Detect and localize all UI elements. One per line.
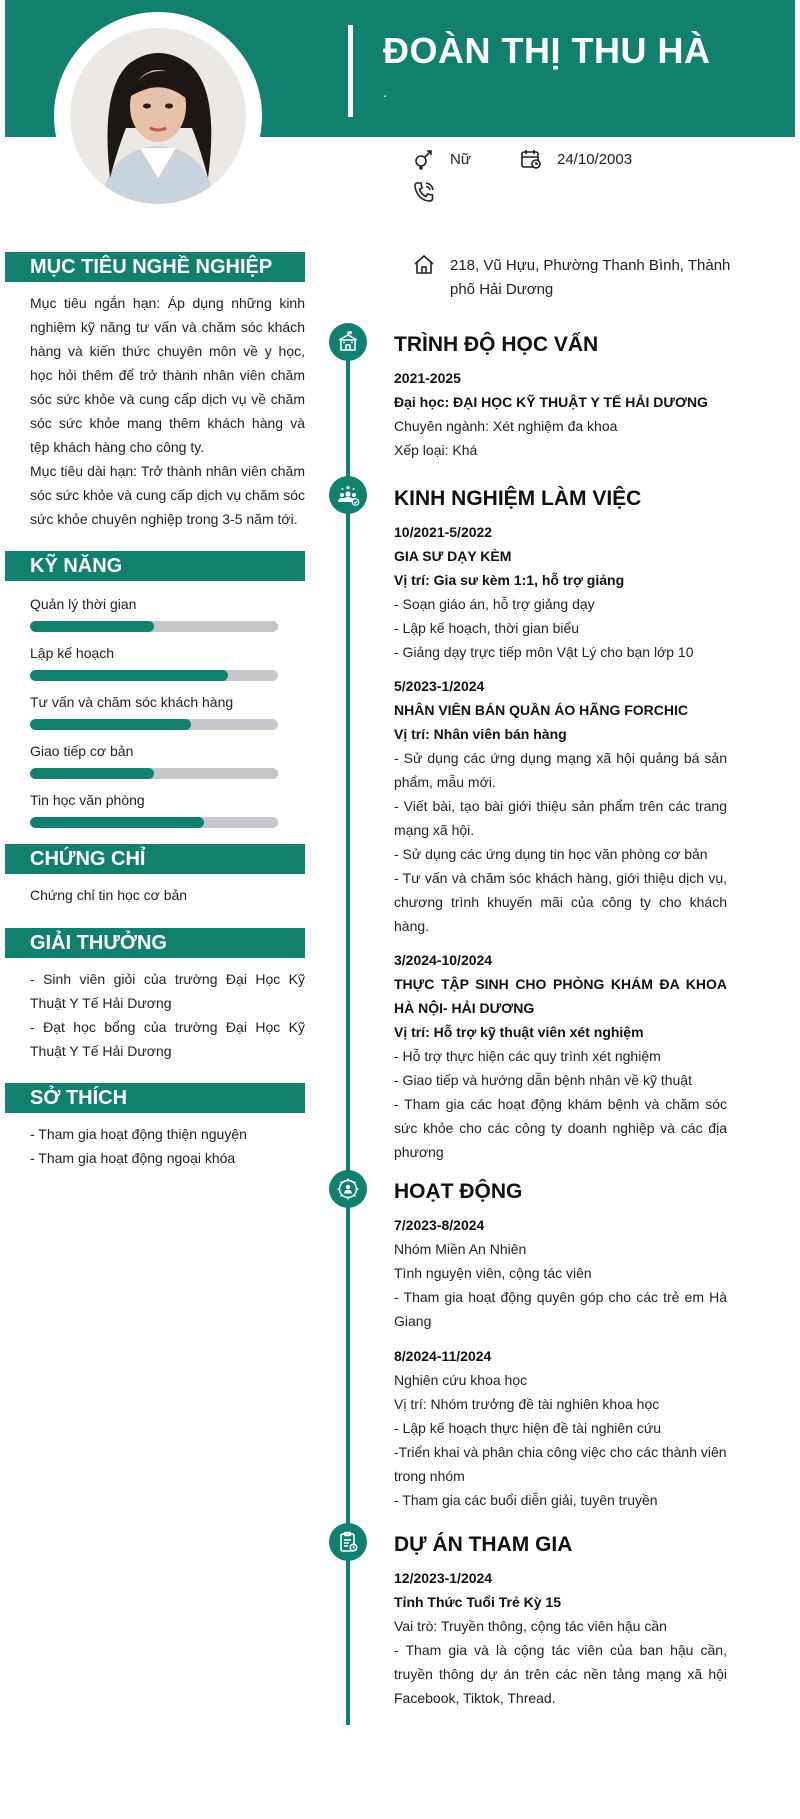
skill-bar-track xyxy=(30,817,278,828)
activity-period: 8/2024-11/2024 xyxy=(394,1348,492,1364)
job-task: - Hỗ trợ thực hiện các quy trình xét nghiệm xyxy=(394,1048,661,1064)
experience-title: KINH NGHIỆM LÀM VIỆC xyxy=(394,487,642,510)
job-position: Vị trí: Gia sư kèm 1:1, hỗ trợ giảng xyxy=(394,572,625,588)
job-block xyxy=(394,674,727,938)
candidate-subtitle: . xyxy=(383,84,387,100)
skill-item xyxy=(30,789,278,828)
phone-row xyxy=(412,180,450,204)
job-task: - Tham gia các hoạt động khám bệnh và chăm sóc sức khỏe cho các công ty doanh nghiệp và các địa phương xyxy=(394,1096,727,1160)
job-task: - Sử dụng các ứng dụng tin học văn phòng cơ bản xyxy=(394,846,708,862)
gender-row xyxy=(412,147,471,171)
certificates-title: CHỨNG CHỈ xyxy=(5,844,305,874)
skill-item xyxy=(30,740,278,779)
candidate-name: ĐOÀN THỊ THU HÀ xyxy=(383,30,711,71)
job-task: - Giảng dạy trực tiếp môn Vật Lý cho bạn lớp 10 xyxy=(394,644,694,660)
awards-title: GIẢI THƯỞNG xyxy=(5,928,305,958)
hobbies-title: SỞ THÍCH xyxy=(5,1083,305,1113)
skills-title: KỸ NĂNG xyxy=(5,551,305,581)
activity-task: - Tham gia hoạt động quyên góp cho các trẻ em Hà Giang xyxy=(394,1289,727,1329)
activities-title: HOẠT ĐỘNG xyxy=(394,1180,523,1203)
objective-title: MỤC TIÊU NGHỀ NGHIỆP xyxy=(5,252,305,282)
projects-title: DỰ ÁN THAM GIA xyxy=(394,1533,573,1556)
job-period: 5/2023-1/2024 xyxy=(394,678,485,694)
job-block xyxy=(394,520,727,664)
education-title: TRÌNH ĐỘ HỌC VẤN xyxy=(394,333,599,356)
activity-block xyxy=(394,1213,727,1333)
skill-bar-fill xyxy=(30,768,154,779)
job-period: 10/2021-5/2022 xyxy=(394,524,493,540)
skill-bar-track xyxy=(30,670,278,681)
skill-bar-fill xyxy=(30,719,191,730)
birthday-value: 24/10/2003 xyxy=(557,150,633,168)
activity-task: - Lập kế hoạch thực hiện đề tài nghiên cứu xyxy=(394,1420,662,1436)
project-period: 12/2023-1/2024 xyxy=(394,1570,493,1586)
job-block xyxy=(394,948,727,1164)
activity-role: Tình nguyện viên, cộng tác viên xyxy=(394,1265,592,1281)
job-task: - Tư vấn và chăm sóc khách hàng, giới thiệu dịch vụ, chương trình khuyến mãi của công ty cho khách hàng. xyxy=(394,870,727,934)
objective-long-term: Mục tiêu dài hạn: Trở thành nhân viên chăm sóc sức khỏe và cung cấp dịch vụ chăm sóc sức khỏe chuyên nghiệp trong 3-5 năm tới. xyxy=(30,463,305,527)
skill-item xyxy=(30,593,278,632)
job-task: - Soạn giáo án, hỗ trợ giảng dạy xyxy=(394,596,595,612)
hobbies-list xyxy=(30,1122,305,1170)
education-rank: Xếp loại: Khá xyxy=(394,442,478,458)
phone-icon xyxy=(412,180,436,204)
calendar-icon xyxy=(519,147,543,171)
skill-bar-track xyxy=(30,621,278,632)
job-company: GIA SƯ DẠY KÈM xyxy=(394,548,512,564)
job-period: 3/2024-10/2024 xyxy=(394,952,493,968)
project-block xyxy=(394,1566,727,1710)
certificate-item: Chứng chỉ tin học cơ bản xyxy=(30,887,188,903)
education-period: 2021-2025 xyxy=(394,370,461,386)
timeline-line xyxy=(346,340,350,1725)
activity-task: - Tham gia các buổi diễn giải, tuyên truyền xyxy=(394,1492,658,1508)
skill-label: Tin học văn phòng xyxy=(30,792,145,808)
job-task: - Viết bài, tạo bài giới thiệu sản phẩm trên các trang mạng xã hội. xyxy=(394,798,727,838)
gender-value: Nữ xyxy=(450,150,471,168)
award-item: - Sinh viên giỏi của trường Đại Học Kỹ Thuật Y Tế Hải Dương xyxy=(30,971,305,1011)
birthday-row xyxy=(519,147,632,171)
hobby-item: - Tham gia hoạt động thiện nguyện xyxy=(30,1126,247,1142)
avatar xyxy=(70,28,246,204)
job-position: Vị trí: Nhân viên bán hàng xyxy=(394,726,567,742)
hobby-item: - Tham gia hoạt động ngoại khóa xyxy=(30,1150,236,1166)
education-major: Chuyên ngành: Xét nghiệm đa khoa xyxy=(394,418,618,434)
project-description: - Tham gia và là cộng tác viên của ban hậu cần, truyền thông dự án trên các nền tảng mạng xã hội Facebook, Tiktok, Thread. xyxy=(394,1642,727,1706)
job-task: - Giao tiếp và hướng dẫn bệnh nhân về kỹ thuật xyxy=(394,1072,692,1088)
project-name: Tỉnh Thức Tuổi Trẻ Kỳ 15 xyxy=(394,1594,562,1610)
home-icon xyxy=(412,253,436,277)
job-company: THỰC TẬP SINH CHO PHÒNG KHÁM ĐA KHOA HÀ NỘI- HẢI DƯƠNG xyxy=(394,976,727,1016)
activity-period: 7/2023-8/2024 xyxy=(394,1217,485,1233)
skill-item xyxy=(30,642,278,681)
award-item: - Đạt học bổng của trường Đại Học Kỹ Thuật Y Tế Hải Dương xyxy=(30,1019,305,1059)
skill-item xyxy=(30,691,278,730)
education-school: Đại học: ĐẠI HỌC KỸ THUẬT Y TẾ HẢI DƯƠNG xyxy=(394,394,708,410)
gender-icon xyxy=(412,147,436,171)
objective-text xyxy=(30,291,305,531)
avatar-portrait xyxy=(70,28,246,204)
gear-people-icon xyxy=(329,1170,367,1208)
project-role: Vai trò: Truyền thông, cộng tác viên hậu cần xyxy=(394,1618,667,1634)
objective-short-term: Mục tiêu ngắn hạn: Áp dụng những kinh nghiệm kỹ năng tư vấn và chăm sóc khách hàng và kiến thức chuyên môn về y học, học hỏi thêm để trở thành nhân viên chăm sóc sức khỏe và cung cấp dịch vụ về chăm sóc sức khỏe mang thêm khách hàng và tệp khách hàng cho công ty. xyxy=(30,295,305,455)
address-row xyxy=(412,254,752,302)
skill-label: Tư vấn và chăm sóc khách hàng xyxy=(30,694,234,710)
skill-label: Giao tiếp cơ bản xyxy=(30,743,134,759)
job-position: Vị trí: Hỗ trợ kỹ thuật viên xét nghiệm xyxy=(394,1024,644,1040)
awards-list xyxy=(30,967,305,1063)
education-block xyxy=(394,366,727,462)
skill-bar-fill xyxy=(30,817,204,828)
team-star-icon xyxy=(329,476,367,514)
skill-bar-fill xyxy=(30,621,154,632)
activity-block xyxy=(394,1344,727,1512)
address-value: 218, Vũ Hựu, Phường Thanh Bình, Thành phố Hải Dương xyxy=(450,257,731,298)
skill-label: Lập kế hoạch xyxy=(30,645,115,661)
name-divider xyxy=(348,25,353,117)
skill-label: Quản lý thời gian xyxy=(30,596,137,612)
clipboard-icon xyxy=(329,1523,367,1561)
school-icon xyxy=(329,323,367,361)
skill-bar-fill xyxy=(30,670,228,681)
activity-task: -Triển khai và phân chia công việc cho các thành viên trong nhóm xyxy=(394,1444,727,1484)
skill-bar-track xyxy=(30,768,278,779)
certificates-list xyxy=(30,883,305,907)
activity-role: Vị trí: Nhóm trưởng đề tài nghiên khoa học xyxy=(394,1396,660,1412)
activity-org: Nhóm Miền An Nhiên xyxy=(394,1241,527,1257)
job-task: - Sử dụng các ứng dụng mạng xã hội quảng bá sản phẩm, mẫu mới. xyxy=(394,750,727,790)
activity-org: Nghiên cứu khoa học xyxy=(394,1372,528,1388)
job-task: - Lập kế hoạch, thời gian biểu xyxy=(394,620,580,636)
job-company: NHÂN VIÊN BÁN QUẦN ÁO HÃNG FORCHIC xyxy=(394,702,688,718)
skill-bar-track xyxy=(30,719,278,730)
